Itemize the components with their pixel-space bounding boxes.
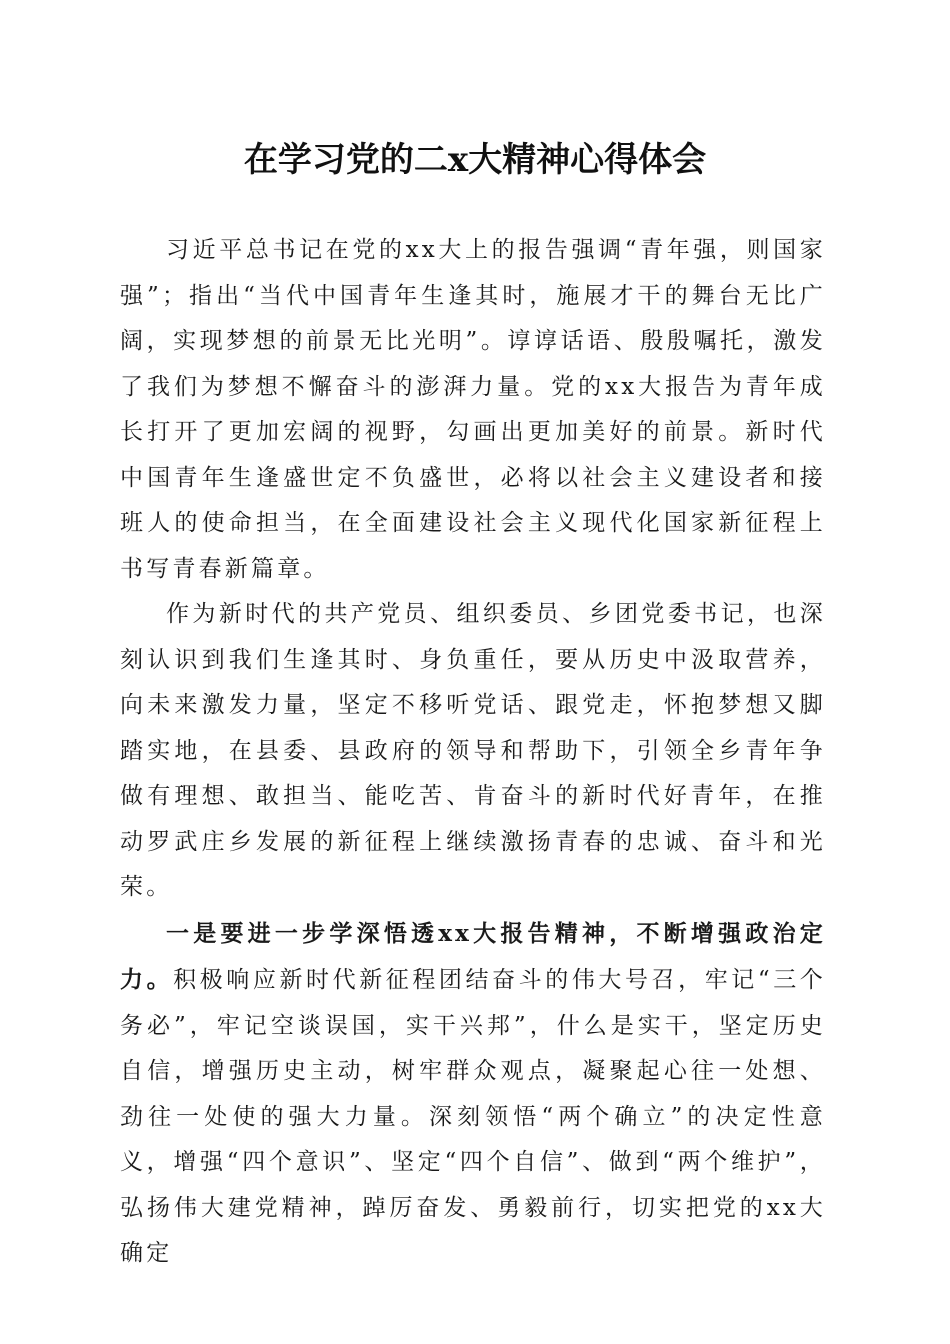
paragraph-1-text: 习近平总书记在党的xx大上的报告强调“青年强，则国家强”；指出“当代中国青年生逢其时，施展才干的舞台无比广阔，实现梦想的前景无比光明”。谆谆话语、殷殷嘱托，激发了我们为梦想不懈奋斗的澎湃力量。党的xx大报告为青年成长打开了更加宏阔的视野，勾画出更加美好的前景。新时代中国青年生逢盛世定不负盛世，必将以社会主义建设者和接班人的使命担当，在全面建设社会主义现代化国家新征程上书写青春新篇章。 [120,237,826,582]
document-body [120,228,826,1277]
paragraph-3-lead: 一是要进一步学深悟透xx大报告精神，不断增强政治定力。 [120,919,826,993]
paragraph-2 [120,592,826,911]
paragraph-1 [120,228,826,592]
document-title: 在学习党的二x大精神心得体会 [243,140,707,180]
paragraph-2-text: 作为新时代的共产党员、组织委员、乡团党委书记，也深刻认识到我们生逢其时、身负重任，要从历史中汲取营养，向未来激发力量，坚定不移听党话、跟党走，怀抱梦想又脚踏实地，在县委、县政府的领导和帮助下，引领全乡青年争做有理想、敢担当、能吃苦、肯奋斗的新时代好青年，在推动罗武庄乡发展的新征程上继续激扬青春的忠诚、奋斗和光荣。 [120,601,826,900]
paragraph-3-text: 积极响应新时代新征程团结奋斗的伟大号召，牢记“三个务必”，牢记空谈误国，实干兴邦”，什么是实干，坚定历史自信，增强历史主动，树牢群众观点，凝聚起心往一处想、劲往一处使的强大力量。深刻领悟“两个确立”的决定性意义，增强“四个意识”、坚定“四个自信”、做到“两个维护”，弘扬伟大建党精神，踔厉奋发、勇毅前行，切实把党的xx大确定 [120,967,826,1266]
paragraph-3 [120,911,826,1277]
